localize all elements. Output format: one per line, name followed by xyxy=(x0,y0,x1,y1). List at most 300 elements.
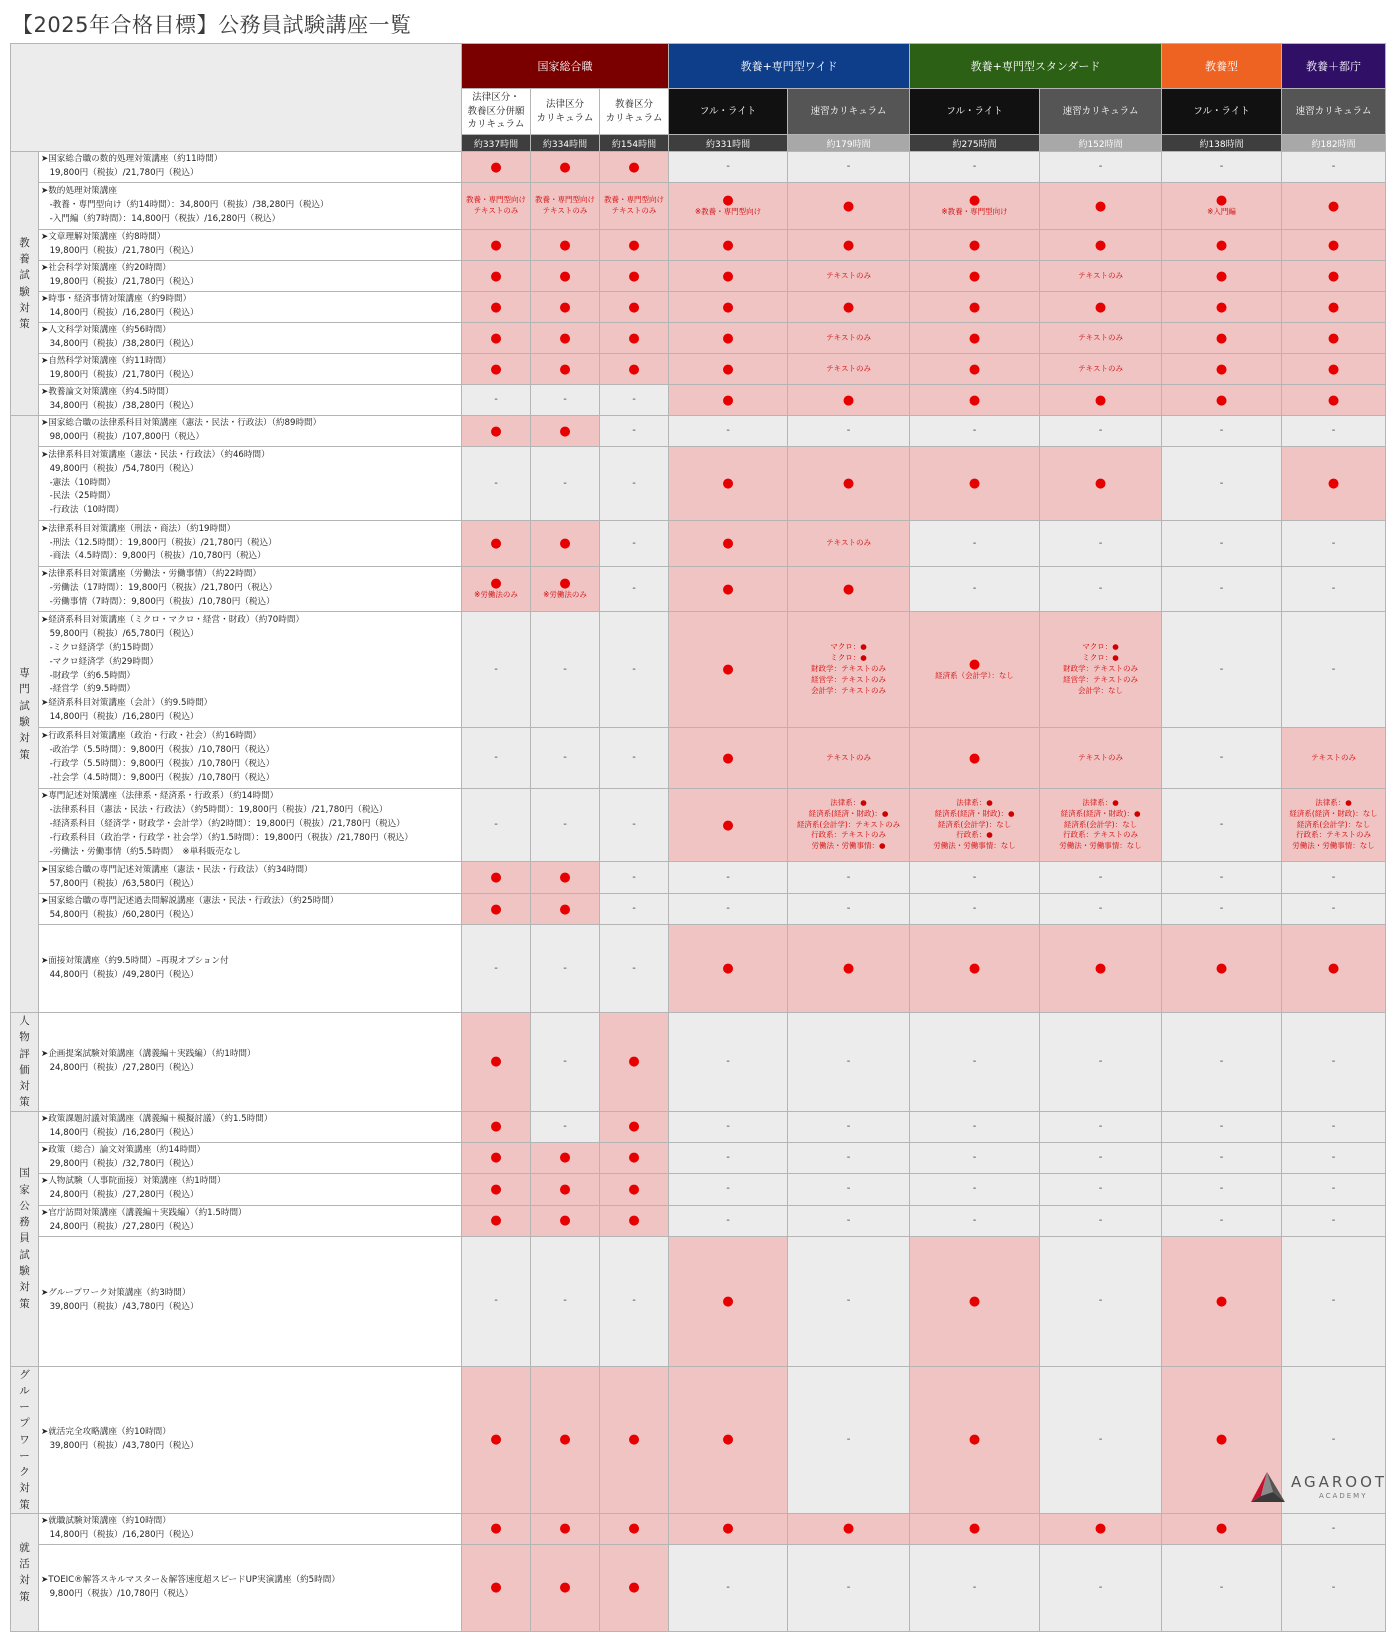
table-row xyxy=(11,1205,1386,1236)
included-dot-icon: ● xyxy=(490,1181,502,1197)
availability-cell xyxy=(1040,1544,1162,1631)
availability-cell xyxy=(910,261,1040,292)
category-text: 専門試験対策 xyxy=(19,667,30,761)
included-dot-icon: ● xyxy=(559,299,571,315)
availability-cell xyxy=(1162,925,1282,1013)
not-included-dash: - xyxy=(494,962,498,974)
availability-cell xyxy=(669,612,788,728)
availability-cell xyxy=(1040,894,1162,925)
included-dot-icon: ● xyxy=(490,159,502,175)
included-dot-icon: ● xyxy=(722,330,734,346)
availability-cell xyxy=(788,447,910,521)
included-dot-icon: ● xyxy=(1094,392,1107,408)
availability-cell xyxy=(1282,292,1386,323)
availability-cell xyxy=(1162,1173,1282,1205)
included-dot-icon: ● xyxy=(1327,299,1340,315)
availability-cell xyxy=(669,1173,788,1205)
course-name: ➤人文科学対策講座（約56時間） 34,800円（税抜）/38,280円（税込） xyxy=(39,323,462,354)
not-included-dash: - xyxy=(726,425,730,436)
availability-cell xyxy=(531,230,600,261)
availability-cell xyxy=(1040,925,1162,1013)
availability-cell xyxy=(788,728,910,789)
hours-header: 約179時間 xyxy=(788,135,910,152)
not-included-dash: - xyxy=(1219,1120,1224,1132)
not-included-dash: - xyxy=(1219,903,1224,914)
availability-cell xyxy=(600,447,669,521)
availability-cell xyxy=(462,894,531,925)
availability-cell xyxy=(462,862,531,894)
availability-cell xyxy=(1040,354,1162,385)
availability-cell xyxy=(531,1544,600,1631)
availability-cell xyxy=(669,521,788,567)
availability-cell xyxy=(531,612,600,728)
availability-cell xyxy=(910,152,1040,183)
availability-cell xyxy=(600,1013,669,1112)
availability-cell xyxy=(1282,862,1386,894)
included-dot-icon: ● xyxy=(722,817,734,833)
not-included-dash: - xyxy=(1331,1183,1336,1195)
group-header: 教養型 xyxy=(1162,44,1282,89)
availability-cell xyxy=(1162,1236,1282,1366)
availability-cell xyxy=(669,261,788,292)
availability-cell xyxy=(910,385,1040,416)
availability-note: ※教養・専門型向け xyxy=(941,207,1008,217)
availability-cell xyxy=(1040,152,1162,183)
availability-cell xyxy=(531,1513,600,1544)
course-name: ➤グループワーク対策講座（約3時間） 39,800円（税抜）/43,780円（税込） xyxy=(39,1236,462,1366)
availability-cell xyxy=(910,1142,1040,1173)
not-included-dash: - xyxy=(1331,903,1336,914)
availability-cell xyxy=(788,354,910,385)
included-dot-icon: ● xyxy=(490,1432,502,1448)
availability-cell xyxy=(1162,862,1282,894)
included-dot-icon: ● xyxy=(722,268,734,284)
not-included-dash: - xyxy=(846,161,851,172)
not-included-dash: - xyxy=(846,871,851,883)
availability-cell xyxy=(600,567,669,612)
included-dot-icon: ● xyxy=(1094,1521,1107,1537)
included-dot-icon: ● xyxy=(722,536,734,551)
table-row xyxy=(11,1142,1386,1173)
included-dot-icon: ● xyxy=(490,536,502,551)
availability-cell xyxy=(788,894,910,925)
availability-cell xyxy=(462,261,531,292)
category-label xyxy=(11,1111,39,1366)
included-dot-icon: ● xyxy=(968,237,981,253)
included-dot-icon: ● xyxy=(1215,961,1228,976)
table-row xyxy=(11,1236,1386,1366)
availability-note: ※入門編 xyxy=(1207,207,1236,217)
hours-header: 約334時間 xyxy=(531,135,600,152)
availability-cell xyxy=(669,354,788,385)
not-included-dash: - xyxy=(972,425,977,436)
category-text: 就活対策 xyxy=(19,1541,30,1603)
course-name: ➤法律系科目対策講座（労働法・労働事情）（約22時間） -労働法（17時間）：19,800円（税抜）/21,780円（税込） -労働事情（7時間）：9,800円（税抜）/10,780円（税込） xyxy=(39,567,462,612)
not-included-dash: - xyxy=(846,1214,851,1226)
availability-cell xyxy=(910,789,1040,862)
curriculum-header: 法律区分・ 教養区分併願 カリキュラム xyxy=(462,89,531,135)
course-name: ➤官庁訪問対策講座（講義編＋実践編）（約1.5時間） 24,800円（税抜）/27,280円（税込） xyxy=(39,1205,462,1236)
availability-cell xyxy=(669,894,788,925)
not-included-dash: - xyxy=(1331,1522,1336,1534)
not-included-dash: - xyxy=(1219,1055,1224,1067)
availability-cell xyxy=(1040,416,1162,447)
availability-cell xyxy=(531,354,600,385)
availability-cell xyxy=(669,728,788,789)
table-row xyxy=(11,728,1386,789)
availability-cell xyxy=(600,261,669,292)
availability-cell xyxy=(531,521,600,567)
table-row xyxy=(11,521,1386,567)
availability-cell xyxy=(669,567,788,612)
availability-cell xyxy=(669,292,788,323)
included-dot-icon: ● xyxy=(559,1213,571,1229)
included-dot-icon: ● xyxy=(1094,476,1107,491)
availability-cell xyxy=(531,152,600,183)
availability-cell xyxy=(669,416,788,447)
availability-cell xyxy=(1040,728,1162,789)
availability-cell xyxy=(669,1544,788,1631)
not-included-dash: - xyxy=(972,1581,977,1593)
availability-cell xyxy=(1040,1205,1162,1236)
not-included-dash: - xyxy=(972,537,977,549)
included-dot-icon: ● xyxy=(968,1521,981,1537)
availability-cell xyxy=(910,1111,1040,1142)
hours-header: 約275時間 xyxy=(910,135,1040,152)
not-included-dash: - xyxy=(846,425,851,436)
availability-cell xyxy=(669,789,788,862)
availability-cell xyxy=(531,728,600,789)
not-included-dash: - xyxy=(494,752,498,763)
availability-cell xyxy=(1162,152,1282,183)
curriculum-header: 速習カリキュラム xyxy=(788,89,910,135)
availability-cell xyxy=(1040,1366,1162,1513)
not-included-dash: - xyxy=(1098,1183,1103,1195)
included-dot-icon: ● xyxy=(722,299,734,315)
hours-header: 約138時間 xyxy=(1162,135,1282,152)
availability-cell xyxy=(462,1366,531,1513)
not-included-dash: - xyxy=(726,1581,730,1593)
not-included-dash: - xyxy=(563,394,567,405)
availability-cell xyxy=(462,447,531,521)
included-dot-icon: ● xyxy=(628,1521,640,1537)
included-dot-icon: ● xyxy=(490,237,502,253)
availability-cell xyxy=(462,385,531,416)
availability-note: 教養・専門型向け テキストのみ xyxy=(604,195,665,215)
included-dot-icon: ● xyxy=(842,961,855,976)
table-row xyxy=(11,1111,1386,1142)
included-dot-icon: ● xyxy=(1094,299,1107,315)
not-included-dash: - xyxy=(563,1120,567,1132)
included-dot-icon: ● xyxy=(1327,330,1340,346)
availability-note: マクロ：● ミクロ：● 財政学：テキストのみ 経営学：テキストのみ 会計学：テキストのみ xyxy=(811,642,886,695)
not-included-dash: - xyxy=(846,1295,851,1307)
course-name: ➤数的処理対策講座 -教養・専門型向け（約14時間）：34,800円（税抜）/38,280円（税込） -入門編（約7時間）：14,800円（税抜）/16,280円（税込） xyxy=(39,183,462,230)
not-included-dash: - xyxy=(1331,1295,1336,1307)
included-dot-icon: ● xyxy=(722,1432,734,1448)
not-included-dash: - xyxy=(563,1295,567,1307)
not-included-dash: - xyxy=(1331,161,1336,172)
not-included-dash: - xyxy=(1219,752,1224,763)
not-included-dash: - xyxy=(563,752,567,763)
included-dot-icon: ● xyxy=(559,1521,571,1537)
availability-cell xyxy=(910,728,1040,789)
availability-cell xyxy=(910,323,1040,354)
not-included-dash: - xyxy=(846,1120,851,1132)
not-included-dash: - xyxy=(1098,1581,1103,1593)
availability-cell xyxy=(1162,292,1282,323)
availability-cell xyxy=(669,1142,788,1173)
availability-cell xyxy=(1040,183,1162,230)
availability-cell xyxy=(600,789,669,862)
not-included-dash: - xyxy=(1331,425,1336,436)
availability-cell xyxy=(788,152,910,183)
not-included-dash: - xyxy=(563,962,567,974)
included-dot-icon: ● xyxy=(490,1150,502,1166)
availability-cell xyxy=(669,925,788,1013)
availability-cell xyxy=(600,894,669,925)
availability-cell xyxy=(1162,789,1282,862)
availability-cell xyxy=(910,567,1040,612)
availability-cell xyxy=(788,292,910,323)
course-name: ➤経済系科目対策講座（ミクロ・マクロ・経営・財政）（約70時間） 59,800円（税抜）/65,780円（税込） -ミクロ経済学（約15時間） -マクロ経済学（約29時間） -財政学（約6.5時間） -経営学（約9.5時間） ➤経済系科目対策講座（会計）（約9.5時間） 14,800円（税抜）/16,280円（税込） xyxy=(39,612,462,728)
availability-cell xyxy=(910,521,1040,567)
availability-cell xyxy=(1040,1513,1162,1544)
availability-cell xyxy=(1162,447,1282,521)
hours-header: 約337時間 xyxy=(462,135,531,152)
availability-cell xyxy=(600,1173,669,1205)
availability-cell xyxy=(1162,612,1282,728)
availability-cell xyxy=(600,152,669,183)
availability-cell xyxy=(531,789,600,862)
not-included-dash: - xyxy=(972,1183,977,1195)
included-dot-icon: ● xyxy=(628,299,640,315)
category-label xyxy=(11,152,39,416)
table-row xyxy=(11,925,1386,1013)
included-dot-icon: ● xyxy=(968,656,981,672)
included-dot-icon: ● xyxy=(559,870,571,885)
not-included-dash: - xyxy=(726,871,730,883)
not-included-dash: - xyxy=(1098,537,1103,549)
availability-cell xyxy=(531,1236,600,1366)
availability-cell xyxy=(1162,1013,1282,1112)
included-dot-icon: ● xyxy=(968,299,981,315)
not-included-dash: - xyxy=(1331,1055,1336,1067)
availability-cell xyxy=(1282,447,1386,521)
course-name: ➤教養論文対策講座（約4.5時間） 34,800円（税抜）/38,280円（税込） xyxy=(39,385,462,416)
table-row xyxy=(11,354,1386,385)
included-dot-icon: ● xyxy=(842,237,855,253)
not-included-dash: - xyxy=(1219,425,1224,436)
not-included-dash: - xyxy=(1219,1151,1224,1163)
availability-cell xyxy=(1162,1142,1282,1173)
not-included-dash: - xyxy=(1098,1433,1103,1445)
curriculum-header: 速習カリキュラム xyxy=(1040,89,1162,135)
availability-cell xyxy=(600,292,669,323)
availability-cell xyxy=(531,1366,600,1513)
not-included-dash: - xyxy=(632,871,636,883)
included-dot-icon: ● xyxy=(559,361,571,377)
availability-cell xyxy=(788,385,910,416)
availability-cell xyxy=(462,416,531,447)
not-included-dash: - xyxy=(846,1581,851,1593)
category-label xyxy=(11,1366,39,1513)
course-name: ➤国家総合職の専門記述対策講座（憲法・民法・行政法）（約34時間） 57,800円（税抜）/63,580円（税込） xyxy=(39,862,462,894)
availability-cell xyxy=(600,1366,669,1513)
included-dot-icon: ● xyxy=(628,1181,640,1197)
table-row xyxy=(11,447,1386,521)
not-included-dash: - xyxy=(972,903,977,914)
availability-cell xyxy=(788,789,910,862)
availability-cell xyxy=(1282,567,1386,612)
course-name: ➤国家総合職の法律系科目対策講座（憲法・民法・行政法）（約89時間） 98,000円（税抜）/107,800円（税込） xyxy=(39,416,462,447)
availability-cell xyxy=(669,1366,788,1513)
availability-cell xyxy=(1282,1142,1386,1173)
course-name: ➤国家総合職の数的処理対策講座（約11時間） 19,800円（税抜）/21,780円（税込） xyxy=(39,152,462,183)
availability-cell xyxy=(788,261,910,292)
group-header: 国家総合職 xyxy=(462,44,669,89)
availability-note: 教養・専門型向け テキストのみ xyxy=(535,195,595,215)
not-included-dash: - xyxy=(1098,425,1103,436)
table-row xyxy=(11,1513,1386,1544)
not-included-dash: - xyxy=(726,1055,730,1067)
course-name: ➤政策課題討議対策講座（講義編＋模擬討議）（約1.5時間） 14,800円（税抜）/16,280円（税込） xyxy=(39,1111,462,1142)
not-included-dash: - xyxy=(726,1120,730,1132)
not-included-dash: - xyxy=(972,583,977,594)
availability-cell xyxy=(462,1142,531,1173)
included-dot-icon: ● xyxy=(722,961,734,976)
not-included-dash: - xyxy=(494,394,498,405)
availability-cell xyxy=(462,1544,531,1631)
hours-header: 約182時間 xyxy=(1282,135,1386,152)
availability-cell xyxy=(1040,1013,1162,1112)
table-row xyxy=(11,1366,1386,1513)
table-row xyxy=(11,416,1386,447)
availability-cell xyxy=(600,862,669,894)
included-dot-icon: ● xyxy=(559,268,571,284)
not-included-dash: - xyxy=(972,1151,977,1163)
table-row xyxy=(11,612,1386,728)
availability-note: ※労働法のみ xyxy=(474,590,518,600)
course-name: ➤面接対策講座（約9.5時間）–再現オプション付 44,800円（税抜）/49,280円（税込） xyxy=(39,925,462,1013)
availability-cell xyxy=(1282,261,1386,292)
not-included-dash: - xyxy=(1331,1120,1336,1132)
not-included-dash: - xyxy=(1219,161,1224,172)
availability-cell xyxy=(910,447,1040,521)
not-included-dash: - xyxy=(632,425,636,436)
availability-cell xyxy=(531,1111,600,1142)
availability-cell xyxy=(531,447,600,521)
course-name: ➤法律系科目対策講座（憲法・民法・行政法）（約46時間） 49,800円（税抜）/54,780円（税込） -憲法（10時間） -民法（25時間） -行政法（10時間） xyxy=(39,447,462,521)
included-dot-icon: ● xyxy=(1215,1293,1228,1309)
availability-cell xyxy=(600,1205,669,1236)
not-included-dash: - xyxy=(1219,477,1224,489)
not-included-dash: - xyxy=(1331,1433,1336,1445)
included-dot-icon: ● xyxy=(628,1213,640,1229)
availability-note: 法律系：● 経済系(経済・財政)：● 経済系(会計学)：なし 行政系：テキストのみ 労働法・労働事情：なし xyxy=(1059,797,1142,851)
availability-cell xyxy=(1162,1544,1282,1631)
availability-note: テキストのみ xyxy=(826,363,871,373)
not-included-dash: - xyxy=(632,394,636,405)
availability-cell xyxy=(1162,261,1282,292)
availability-cell xyxy=(1040,1111,1162,1142)
included-dot-icon: ● xyxy=(968,268,981,284)
not-included-dash: - xyxy=(1331,583,1336,594)
not-included-dash: - xyxy=(494,477,498,489)
not-included-dash: - xyxy=(1331,871,1336,883)
availability-cell xyxy=(1162,1111,1282,1142)
availability-cell xyxy=(1040,612,1162,728)
not-included-dash: - xyxy=(494,1295,498,1307)
group-header: 教養+専門型スタンダード xyxy=(910,44,1162,89)
availability-cell xyxy=(1282,789,1386,862)
logo-sub: ACADEMY xyxy=(1319,1492,1368,1500)
availability-cell xyxy=(1282,354,1386,385)
not-included-dash: - xyxy=(726,1214,730,1226)
not-included-dash: - xyxy=(972,1120,977,1132)
not-included-dash: - xyxy=(1219,583,1224,594)
course-name: ➤専門記述対策講座（法律系・経済系・行政系）（約14時間） -法律系科目（憲法・民法・行政法）（約5時間）：19,800円（税抜）/21,780円（税込） -経済系科目（経済学・財政学・会計学）（約2時間）：19,800円（税抜）/21,780円（税込） -行政系科目（政治学・行政学・社会学）（約1.5時間）：19,800円（税抜）/21,780円（税込） -労働法・労働事情（約5.5時間） ※単科販売なし xyxy=(39,789,462,862)
availability-cell xyxy=(1040,447,1162,521)
included-dot-icon: ● xyxy=(559,1150,571,1166)
table-row xyxy=(11,1544,1386,1631)
not-included-dash: - xyxy=(632,583,636,594)
course-name: ➤企画提案試験対策講座（講義編＋実践編）（約1時間） 24,800円（税抜）/27,280円（税込） xyxy=(39,1013,462,1112)
availability-cell xyxy=(669,385,788,416)
table-row xyxy=(11,1173,1386,1205)
availability-cell xyxy=(531,925,600,1013)
included-dot-icon: ● xyxy=(559,1181,571,1197)
not-included-dash: - xyxy=(1098,1055,1103,1067)
availability-cell xyxy=(600,1236,669,1366)
included-dot-icon: ● xyxy=(968,392,981,408)
included-dot-icon: ● xyxy=(490,1119,502,1135)
availability-cell xyxy=(1162,385,1282,416)
included-dot-icon: ● xyxy=(628,268,640,284)
not-included-dash: - xyxy=(972,1214,977,1226)
availability-cell xyxy=(462,789,531,862)
group-header: 教養+専門型ワイド xyxy=(669,44,910,89)
not-included-dash: - xyxy=(846,1151,851,1163)
course-name: ➤行政系科目対策講座（政治・行政・社会）（約16時間） -政治学（5.5時間）：9,800円（税抜）/10,780円（税込） -行政学（5.5時間）：9,800円（税抜）/10,780円（税込） -社会学（4.5時間）：9,800円（税抜）/10,780円（税込） xyxy=(39,728,462,789)
availability-cell xyxy=(462,521,531,567)
included-dot-icon: ● xyxy=(1215,330,1228,346)
table-row xyxy=(11,183,1386,230)
course-name: ➤人物試験（人事院面接）対策講座（約1時間） 24,800円（税抜）/27,280円（税込） xyxy=(39,1173,462,1205)
availability-cell xyxy=(910,1205,1040,1236)
not-included-dash: - xyxy=(1098,1120,1103,1132)
table-row xyxy=(11,261,1386,292)
included-dot-icon: ● xyxy=(490,361,502,377)
included-dot-icon: ● xyxy=(842,476,855,491)
availability-note: テキストのみ xyxy=(1311,752,1356,762)
availability-cell xyxy=(462,1236,531,1366)
availability-cell xyxy=(910,1544,1040,1631)
availability-cell xyxy=(669,152,788,183)
availability-cell xyxy=(1162,1205,1282,1236)
availability-cell xyxy=(1040,521,1162,567)
included-dot-icon: ● xyxy=(842,299,855,315)
availability-cell xyxy=(1040,567,1162,612)
availability-cell xyxy=(788,567,910,612)
availability-cell xyxy=(1282,521,1386,567)
included-dot-icon: ● xyxy=(628,1150,640,1166)
curriculum-header: 法律区分 カリキュラム xyxy=(531,89,600,135)
included-dot-icon: ● xyxy=(968,1432,981,1448)
availability-cell xyxy=(462,612,531,728)
availability-cell xyxy=(531,1142,600,1173)
included-dot-icon: ● xyxy=(628,1432,640,1448)
